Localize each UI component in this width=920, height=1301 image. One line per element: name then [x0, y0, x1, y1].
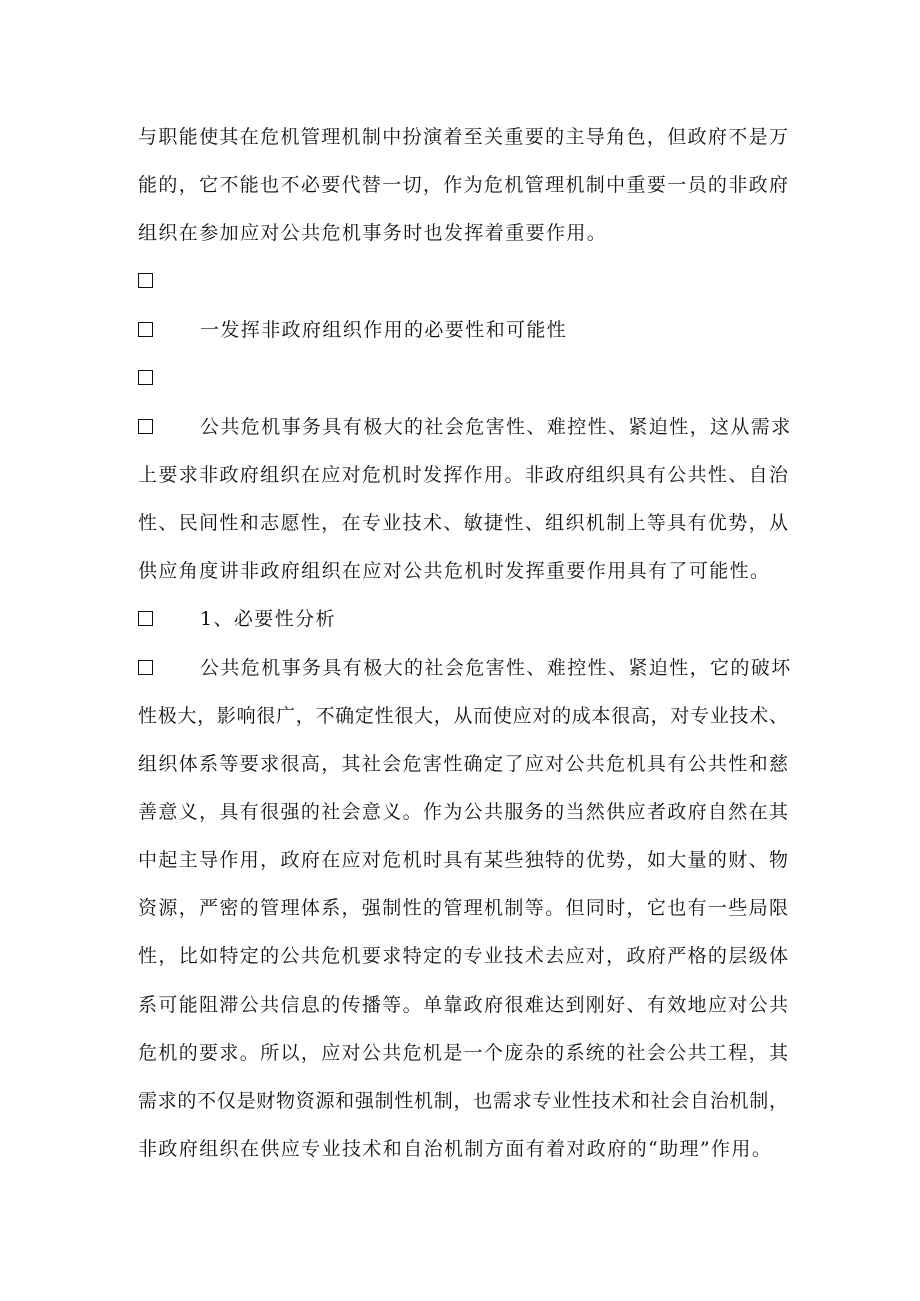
- checkbox-placeholder-icon: [138, 419, 153, 434]
- checkbox-placeholder-icon: [138, 611, 153, 626]
- checkbox-placeholder-icon: [138, 273, 153, 288]
- text-line: [138, 412, 792, 442]
- text-line: 与职能使其在危机管理机制中扮演着至关重要的主导角色，但政府不是万: [138, 126, 788, 148]
- text-line: [138, 653, 792, 683]
- text-line: 组织体系等要求很高，其社会危害性确定了应对公共危机具有公共性和慈: [138, 753, 788, 775]
- text-line: 资源，严密的管理体系，强制性的管理机制等。但同时，它也有一些局限: [138, 897, 788, 919]
- checkbox-placeholder-icon: [138, 322, 153, 337]
- paragraph-text: 1、必要性分析: [200, 608, 336, 630]
- text-line: 中起主导作用，政府在应对危机时具有某些独特的优势，如大量的财、物: [138, 849, 788, 871]
- text-line: 供应角度讲非政府组织在应对公共危机时发挥重要作用具有了可能性。: [138, 560, 771, 582]
- text-line: 组织在参加应对公共危机事务时也发挥着重要作用。: [138, 222, 608, 244]
- text-line: 危机的要求。所以，应对公共危机是一个庞杂的系统的社会公共工程，其: [138, 1042, 788, 1064]
- text-line: 需求的不仅是财物资源和强制性机制，也需求专业性技术和社会自治机制，: [138, 1090, 788, 1112]
- paragraph-text: 公共危机事务具有极大的社会危害性、难控性、紧迫性，它的破坏: [200, 657, 792, 679]
- text-line: [138, 266, 788, 296]
- text-line: [138, 315, 788, 345]
- text-line: 系可能阻滞公共信息的传播等。单靠政府很难达到刚好、有效地应对公共: [138, 994, 788, 1016]
- checkbox-placeholder-icon: [138, 660, 153, 675]
- text-line: 性、民间性和志愿性，在专业技术、敏捷性、组织机制上等具有优势，从: [138, 512, 788, 534]
- text-line: 能的，它不能也不必要代替一切，作为危机管理机制中重要一员的非政府: [138, 174, 788, 196]
- paragraph-text: 一发挥非政府组织作用的必要性和可能性: [200, 319, 568, 341]
- text-line: 性，比如特定的公共危机要求特定的专业技术去应对，政府严格的层级体: [138, 945, 788, 967]
- text-line: 性极大，影响很广，不确定性很大，从而使应对的成本很高，对专业技术、: [138, 705, 788, 727]
- text-line: 上要求非政府组织在应对危机时发挥作用。非政府组织具有公共性、自治: [138, 464, 788, 486]
- text-line: [138, 363, 788, 393]
- paragraph-text: 公共危机事务具有极大的社会危害性、难控性、紧迫性，这从需求: [200, 416, 792, 438]
- text-line: [138, 604, 788, 634]
- text-line: 善意义，具有很强的社会意义。作为公共服务的当然供应者政府自然在其: [138, 801, 788, 823]
- text-line: 非政府组织在供应专业技术和自治机制方面有着对政府的“助理”作用。: [138, 1138, 773, 1160]
- checkbox-placeholder-icon: [138, 370, 153, 385]
